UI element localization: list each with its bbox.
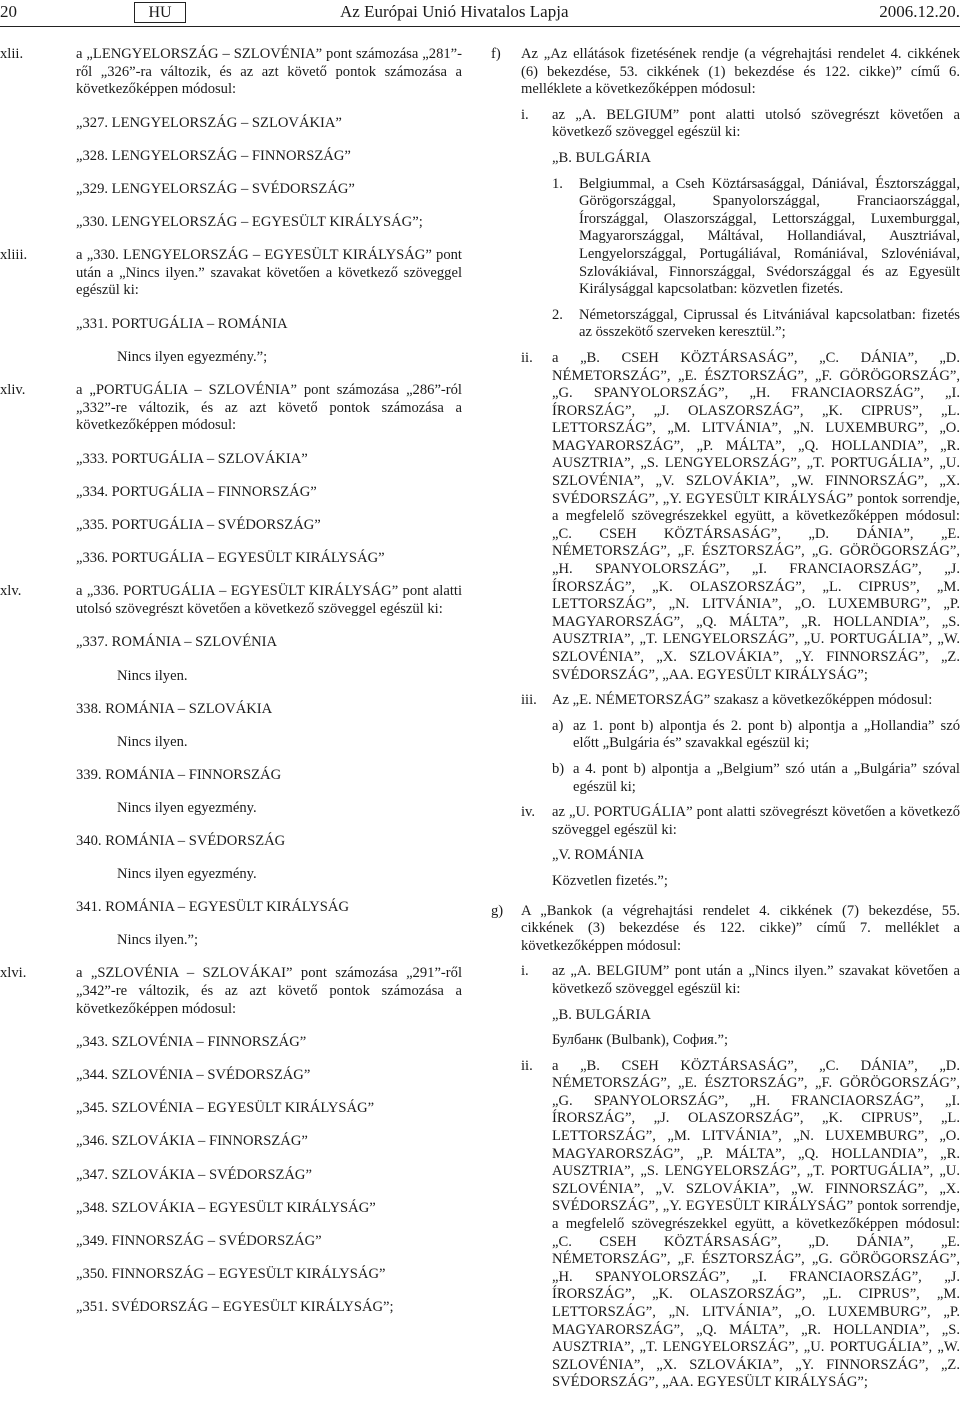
item-text: a „SZLOVÉNIA – SZLOVÁKAI” pont számozása „291”-ről „342”-re változik, és az azt követő pontok számozása a következőképpen módosul: (76, 965, 462, 1017)
left-column (0, 46, 462, 1332)
item-xlv (0, 583, 462, 950)
renumbered-list (76, 1034, 462, 1316)
item-label: xlii. (0, 46, 24, 62)
subpoint-g-ii (521, 1058, 960, 1392)
point-g (491, 903, 960, 1392)
list-item: „327. LENGYELORSZÁG – SZLOVÁKIA” (76, 114, 342, 131)
entry-heading: 338. ROMÁNIA – SZLOVÁKIA (76, 700, 273, 717)
subpoint-label: ii. (521, 349, 533, 366)
list-item: „329. LENGYELORSZÁG – SVÉDORSZÁG” (76, 180, 355, 197)
paragraph-letter: a) (552, 717, 564, 734)
entry-heading: „B. BULGÁRIA (552, 1006, 651, 1023)
numbered-paragraph (552, 307, 960, 342)
item-text: a „PORTUGÁLIA – SZLOVÉNIA” pont számozása „286”-ról „332”-re változik, és az azt követő pontok számozása a következőképpen módosul: (76, 382, 462, 434)
lettered-paragraph (552, 718, 960, 753)
point-f (491, 46, 960, 891)
entry-heading: „337. ROMÁNIA – SZLOVÉNIA (76, 634, 278, 651)
list-item: „336. PORTUGÁLIA – EGYESÜLT KIRÁLYSÁG” (76, 550, 385, 567)
point-label: g) (491, 902, 504, 919)
entry-heading: „331. PORTUGÁLIA – ROMÁNIA (76, 315, 288, 332)
renumbered-list (76, 115, 462, 232)
entry-note: Nincs ilyen egyezmény.”; (117, 349, 268, 366)
item-xliii (0, 247, 462, 366)
subpoint-g-i (521, 963, 960, 1049)
list-item: „346. SZLOVÁKIA – FINNORSZÁG” (76, 1133, 308, 1150)
subpoint-f-iv (521, 804, 960, 890)
subpoint-f-i (521, 107, 960, 342)
entry-note: Nincs ilyen egyezmény. (117, 866, 257, 883)
entry-note: Közvetlen fizetés.”; (552, 872, 668, 889)
page-header (0, 0, 960, 27)
subpoint-label: i. (521, 106, 529, 123)
entry-note: Булбанк (Bulbank), София.”; (552, 1032, 729, 1049)
numbered-paragraph (552, 176, 960, 299)
item-label: xliii. (0, 247, 28, 264)
item-label: xlvi. (0, 965, 27, 982)
item-xlii (0, 46, 462, 232)
item-label: xlv. (0, 583, 22, 600)
subpoint-label: iii. (521, 692, 537, 709)
page-number: 20 (0, 2, 17, 21)
inserted-text (76, 316, 462, 367)
paragraph-text: Belgiummal, a Cseh Köztársasággal, Dániával, Észtországgal, Görögországgal, Spanyolországgal, Franciaországgal, Írországgal, Olaszországgal, Lettországgal, Luxemburggal, Magyarországgal, Máltával, Hollandiával, Ausztriával, Lengyelországgal, Portugáliával, Romániával, Szlovéniával, Szlovákiával, Finnországgal, Svédországgal és az Egyesült Királysággal kapcsolatban: közvetlen fizetés. (579, 175, 960, 298)
paragraph-number: 1. (552, 175, 563, 192)
publication-date: 2006.12.20. (879, 2, 960, 21)
list-item: „343. SZLOVÉNIA – FINNORSZÁG” (76, 1034, 307, 1051)
subpoint-label: i. (521, 963, 529, 980)
entry-heading: „B. BULGÁRIA (552, 149, 651, 166)
entry-heading: 340. ROMÁNIA – SVÉDORSZÁG (76, 833, 286, 850)
paragraph-text: az 1. pont b) alpontja és 2. pont b) alpontja a „Hollandia” szó előtt „Bulgária és” szavakkal egészül ki; (573, 717, 960, 752)
point-label: f) (491, 46, 501, 62)
item-xliv (0, 382, 462, 568)
right-column (491, 46, 960, 1404)
list-item: „350. FINNORSZÁG – EGYESÜLT KIRÁLYSÁG” (76, 1265, 386, 1282)
subpoint-f-iii (521, 692, 960, 796)
list-item: „345. SZLOVÉNIA – EGYESÜLT KIRÁLYSÁG” (76, 1100, 375, 1117)
subpoint-text: az „U. PORTUGÁLIA” pont alatti szövegrészt követően a következő szöveggel egészül ki: (552, 804, 960, 838)
inserted-text (76, 634, 462, 949)
subpoint-text: a „B. CSEH KÖZTÁRSASÁG”, „C. DÁNIA”, „D. NÉMETORSZÁG”, „E. ÉSZTORSZÁG”, „F. GÖRÖGORSZÁG”, „G. SPANYOLORSZÁG”, „H. FRANCIAORSZÁG”, „I. ÍRORSZÁG”, „J. OLASZORSZÁG”, „K. CIPRUS”, „L. LETTORSZÁG”, „M. LITVÁNIA”, „N. LUXEMBURG”, „O. MAGYARORSZÁG”, „P. MÁLTA”, „Q. HOLLANDIA”, „R. AUSZTRIA”, „S. LENGYELORSZÁG”, „T. PORTUGÁLIA”, „U. SZLOVÉNIA”, „V. SZLOVÁKIA”, „W. FINNORSZÁG”, „X. SVÉDORSZÁG”, „Y. EGYESÜLT KIRÁLYSÁG” pontok sorrendje, a megfelelő szövegrészekkel együtt, a következőképpen módosul: „C. CSEH KÖZTÁRSASÁG”, „D. DÁNIA”, „E. NÉMETORSZÁG”, „F. ÉSZTORSZÁG”, „G. GÖRÖGORSZÁG”, „H. SPANYOLORSZÁG”, „I. FRANCIAORSZÁG”, „J. ÍRORSZÁG”, „K. OLASZORSZÁG”, „L. CIPRUS”, „M. LETTORSZÁG”, „N. LITVÁNIA”, „O. LUXEMBURG”, „P. MAGYARORSZÁG”, „Q. MÁLTA”, „R. HOLLANDIA”, „S. AUSZTRIA”, „T. LENGYELORSZÁG”, „U. PORTUGÁLIA”, „W. SZLOVÉNIA”, „X. SZLOVÁKIA”, „Y. FINNORSZÁG”, „Z. SVÉDORSZÁG”, „AA. EGYESÜLT KIRÁLYSÁG”; (552, 1057, 960, 1391)
entry-note: Nincs ilyen.”; (117, 932, 199, 949)
entry-heading: 341. ROMÁNIA – EGYESÜLT KIRÁLYSÁG (76, 899, 349, 916)
subpoint-text: az „A. BELGIUM” pont alatti utolsó szövegrészt követően a következő szöveggel egészül ki: (552, 106, 960, 141)
subpoint-text: Az „E. NÉMETORSZÁG” szakasz a következőképpen módosul: (552, 692, 933, 709)
point-text: Az „Az ellátások fizetésének rendje (a végrehajtási rendelet 4. cikkének (6) bekezdése, 53. cikkének (1) bekezdése és 122. cikke)” című 6. melléklete a következőképpen módosul: (521, 46, 960, 98)
subpoint-label: ii. (521, 1057, 533, 1074)
item-text: a „330. LENGYELORSZÁG – EGYESÜLT KIRÁLYSÁG” pont után a „Nincs ilyen.” szavakat követően a következő szöveggel egészül ki: (76, 247, 462, 299)
entry-note: Nincs ilyen. (117, 733, 188, 750)
list-item: „334. PORTUGÁLIA – FINNORSZÁG” (76, 484, 317, 500)
list-item: „330. LENGYELORSZÁG – EGYESÜLT KIRÁLYSÁG”; (76, 214, 423, 231)
paragraph-text: a 4. pont b) alpontja a „Belgium” szó után a „Bulgária” szóval egészül ki; (573, 760, 960, 795)
renumbered-list (76, 451, 462, 568)
item-text: a „336. PORTUGÁLIA – EGYESÜLT KIRÁLYSÁG” pont alatti utolsó szövegrészt követően a következő szöveggel egészül ki: (76, 583, 462, 617)
list-item: „351. SVÉDORSZÁG – EGYESÜLT KIRÁLYSÁG”; (76, 1298, 394, 1315)
entry-heading: 339. ROMÁNIA – FINNORSZÁG (76, 766, 282, 783)
paragraph-number: 2. (552, 306, 563, 323)
journal-title: Az Európai Unió Hivatalos Lapja (340, 2, 569, 21)
list-item: „348. SZLOVÁKIA – EGYESÜLT KIRÁLYSÁG” (76, 1199, 376, 1216)
list-item: „344. SZLOVÉNIA – SVÉDORSZÁG” (76, 1067, 311, 1084)
subpoint-text: az „A. BELGIUM” pont után a „Nincs ilyen.” szavakat követően a következő szöveggel egészül ki: (552, 963, 960, 997)
paragraph-letter: b) (552, 760, 565, 777)
point-text: A „Bankok (a végrehajtási rendelet 4. cikkének (7) bekezdése, 55. cikkének (3) bekezdése és 122. cikke)” című 7. melléklet a következőképpen módosul: (521, 902, 960, 954)
paragraph-text: Németországgal, Ciprussal és Litvániával kapcsolatban: fizetés az összekötő szerveken keresztül.”; (579, 306, 960, 341)
list-item: „335. PORTUGÁLIA – SVÉDORSZÁG” (76, 517, 321, 534)
subpoint-f-ii (521, 350, 960, 684)
entry-note: Nincs ilyen. (117, 667, 188, 684)
item-text: a „LENGYELORSZÁG – SZLOVÉNIA” pont számozása „281”-ről „326”-ra változik, és az azt követő pontok számozása a következőképpen módosul: (76, 46, 462, 98)
lettered-paragraph (552, 761, 960, 796)
list-item: „328. LENGYELORSZÁG – FINNORSZÁG” (76, 147, 351, 164)
list-item: „333. PORTUGÁLIA – SZLOVÁKIA” (76, 450, 308, 467)
item-label: xliv. (0, 382, 26, 399)
subpoint-text: a „B. CSEH KÖZTÁRSASÁG”, „C. DÁNIA”, „D. NÉMETORSZÁG”, „E. ÉSZTORSZÁG”, „F. GÖRÖGORSZÁG”, „G. SPANYOLORSZÁG”, „H. FRANCIAORSZÁG”, „I. ÍRORSZÁG”, „J. OLASZORSZÁG”, „K. CIPRUS”, „L. LETTORSZÁG”, „M. LITVÁNIA”, „N. LUXEMBURG”, „O. MAGYARORSZÁG”, „P. MÁLTA”, „Q. HOLLANDIA”, „R. AUSZTRIA”, „S. LENGYELORSZÁG”, „T. PORTUGÁLIA”, „U. SZLOVÉNIA”, „V. SZLOVÁKIA”, „W. FINNORSZÁG”, „X. SVÉDORSZÁG”, „Y. EGYESÜLT KIRÁLYSÁG” pontok sorrendje, a megfelelő szövegrészekkel együtt, a következőképpen módosul: „C. CSEH KÖZTÁRSASÁG”, „D. DÁNIA”, „E. NÉMETORSZÁG”, „F. ÉSZTORSZÁG”, „G. GÖRÖGORSZÁG”, „H. SPANYOLORSZÁG”, „I. FRANCIAORSZÁG”, „J. ÍRORSZÁG”, „K. OLASZORSZÁG”, „L. CIPRUS”, „M. LETTORSZÁG”, „N. LITVÁNIA”, „O. LUXEMBURG”, „P. MAGYARORSZÁG”, „Q. MÁLTA”, „R. HOLLANDIA”, „S. AUSZTRIA”, „T. LENGYELORSZÁG”, „U. PORTUGÁLIA”, „W. SZLOVÉNIA”, „X. SZLOVÁKIA”, „Y. FINNORSZÁG”, „Z. SVÉDORSZÁG”, „AA. EGYESÜLT KIRÁLYSÁG”; (552, 349, 960, 683)
list-item: „347. SZLOVÁKIA – SVÉDORSZÁG” (76, 1166, 312, 1183)
entry-heading: „V. ROMÁNIA (552, 847, 645, 864)
language-badge: HU (134, 2, 186, 23)
entry-note: Nincs ilyen egyezmény. (117, 799, 257, 816)
item-xlvi (0, 965, 462, 1316)
list-item: „349. FINNORSZÁG – SVÉDORSZÁG” (76, 1232, 322, 1249)
subpoint-label: iv. (521, 804, 536, 821)
